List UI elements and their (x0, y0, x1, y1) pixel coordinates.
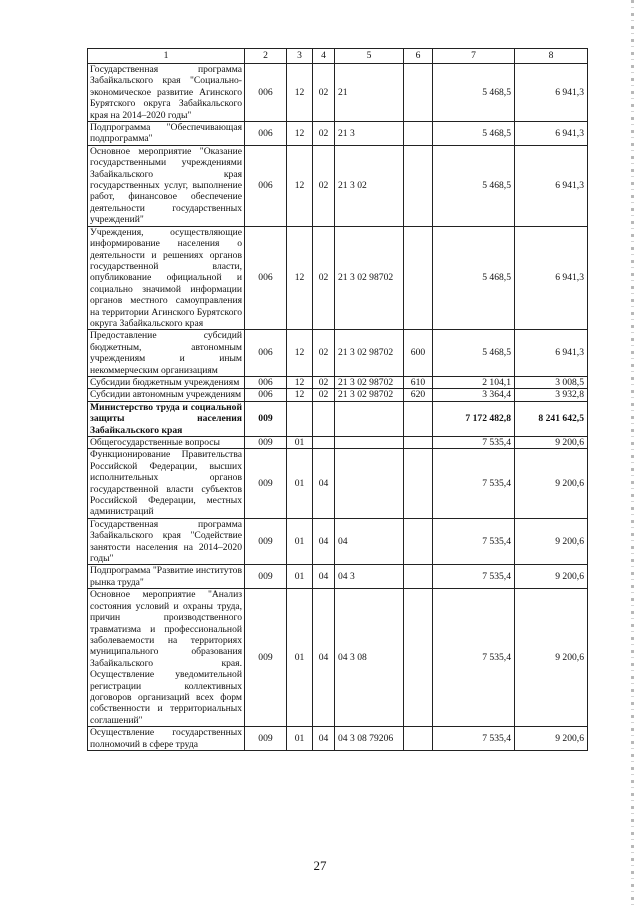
section-code-cell: 01 (287, 565, 313, 589)
amount-year-2-cell: 6 941,3 (515, 122, 588, 146)
row-name-cell: Общегосударственные вопросы (88, 437, 245, 449)
table-row (88, 389, 588, 401)
table-row (88, 122, 588, 146)
target-article-code-cell: 21 3 02 98702 (335, 376, 404, 388)
subsection-code-cell: 02 (313, 376, 335, 388)
row-name-cell: Подпрограмма "Развитие институтов рынка труда" (88, 565, 245, 589)
section-code-cell (287, 401, 313, 436)
section-code-cell: 01 (287, 437, 313, 449)
subsection-code-cell: 02 (313, 64, 335, 122)
section-code-cell: 12 (287, 64, 313, 122)
table-row (88, 518, 588, 565)
amount-year-2-cell: 9 200,6 (515, 437, 588, 449)
subsection-code-cell: 02 (313, 389, 335, 401)
target-article-code-cell: 21 (335, 64, 404, 122)
header-row (88, 49, 588, 64)
row-name-cell: Субсидии автономным учреждениям (88, 389, 245, 401)
section-code-cell: 12 (287, 389, 313, 401)
amount-year-2-cell: 9 200,6 (515, 565, 588, 589)
target-article-code-cell: 21 3 (335, 122, 404, 146)
row-name-cell: Предоставление субсидий бюджетным, автономным учреждениям и иным некоммерческим организациям (88, 330, 245, 377)
section-code-cell: 12 (287, 145, 313, 226)
expense-type-code-cell (404, 401, 433, 436)
subsection-code-cell: 04 (313, 589, 335, 727)
expense-type-code-cell (404, 518, 433, 565)
table-row (88, 449, 588, 518)
target-article-code-cell: 04 3 08 79206 (335, 727, 404, 751)
section-code-cell: 12 (287, 226, 313, 330)
amount-year-2-cell: 9 200,6 (515, 449, 588, 518)
subsection-code-cell: 04 (313, 449, 335, 518)
scan-edge-artifact (631, 0, 634, 905)
ministry-code-cell: 009 (245, 589, 287, 727)
table-row (88, 565, 588, 589)
table-row (88, 437, 588, 449)
budget-table (87, 48, 588, 751)
subsection-code-cell: 02 (313, 145, 335, 226)
amount-year-2-cell: 9 200,6 (515, 727, 588, 751)
row-name-cell: Основное мероприятие "Оказание государственными учреждениями Забайкальского края государственных услуг, выполнение работ, финансовое обеспечение деятельности государственных учреждений" (88, 145, 245, 226)
subsection-code-cell (313, 437, 335, 449)
ministry-code-cell: 006 (245, 226, 287, 330)
amount-year-2-cell: 3 932,8 (515, 389, 588, 401)
section-code-cell: 12 (287, 330, 313, 377)
header-cell: 5 (335, 49, 404, 64)
amount-year-1-cell: 5 468,5 (433, 226, 515, 330)
subsection-code-cell: 02 (313, 330, 335, 377)
table-row (88, 64, 588, 122)
target-article-code-cell: 21 3 02 98702 (335, 226, 404, 330)
table-row (88, 376, 588, 388)
expense-type-code-cell: 600 (404, 330, 433, 377)
ministry-code-cell: 009 (245, 437, 287, 449)
row-name-cell: Осуществление государственных полномочий в сфере труда (88, 727, 245, 751)
section-code-cell: 01 (287, 727, 313, 751)
subsection-code-cell: 04 (313, 565, 335, 589)
amount-year-1-cell: 5 468,5 (433, 122, 515, 146)
row-name-cell: Подпрограмма "Обеспечивающая подпрограмма" (88, 122, 245, 146)
target-article-code-cell (335, 449, 404, 518)
amount-year-1-cell: 5 468,5 (433, 330, 515, 377)
amount-year-1-cell: 7 535,4 (433, 518, 515, 565)
header-cell: 7 (433, 49, 515, 64)
expense-type-code-cell (404, 226, 433, 330)
row-name-cell: Функционирование Правительства Российской Федерации, высших исполнительных органов государственной власти субъектов Российской Федерации, местных администраций (88, 449, 245, 518)
header-cell: 4 (313, 49, 335, 64)
amount-year-2-cell: 6 941,3 (515, 330, 588, 377)
row-name-cell: Учреждения, осуществляющие информирование населения о деятельности и решениях органов государственной власти, опубликование официальной и социально значимой информации органов местного самоуправления на территории Агинского Бурятского округа Забайкальского края (88, 226, 245, 330)
header-cell: 1 (88, 49, 245, 64)
amount-year-2-cell: 8 241 642,5 (515, 401, 588, 436)
amount-year-1-cell: 7 535,4 (433, 437, 515, 449)
section-code-cell: 01 (287, 449, 313, 518)
table-row (88, 401, 588, 436)
target-article-code-cell (335, 437, 404, 449)
amount-year-1-cell: 5 468,5 (433, 64, 515, 122)
table-row (88, 589, 588, 727)
row-name-cell: Субсидии бюджетным учреждениям (88, 376, 245, 388)
subsection-code-cell: 04 (313, 518, 335, 565)
header-cell: 2 (245, 49, 287, 64)
table-row (88, 330, 588, 377)
table-row (88, 226, 588, 330)
row-name-cell: Государственная программа Забайкальского края "Социально-экономическое развитие Агинского Бурятского округа Забайкальского края на 2014–2020 годы" (88, 64, 245, 122)
target-article-code-cell: 21 3 02 98702 (335, 330, 404, 377)
amount-year-1-cell: 7 535,4 (433, 449, 515, 518)
ministry-code-cell: 006 (245, 122, 287, 146)
expense-type-code-cell (404, 122, 433, 146)
section-code-cell: 01 (287, 518, 313, 565)
target-article-code-cell: 21 3 02 98702 (335, 389, 404, 401)
expense-type-code-cell (404, 565, 433, 589)
amount-year-2-cell: 6 941,3 (515, 226, 588, 330)
amount-year-1-cell: 5 468,5 (433, 145, 515, 226)
subsection-code-cell: 02 (313, 122, 335, 146)
amount-year-2-cell: 9 200,6 (515, 589, 588, 727)
page-number: 27 (313, 858, 327, 873)
amount-year-1-cell: 7 535,4 (433, 565, 515, 589)
amount-year-1-cell: 7 535,4 (433, 727, 515, 751)
ministry-code-cell: 006 (245, 145, 287, 226)
ministry-code-cell: 006 (245, 389, 287, 401)
amount-year-1-cell: 7 535,4 (433, 589, 515, 727)
target-article-code-cell: 04 (335, 518, 404, 565)
section-code-cell: 01 (287, 589, 313, 727)
subsection-code-cell: 04 (313, 727, 335, 751)
ministry-code-cell: 009 (245, 401, 287, 436)
row-name-cell: Государственная программа Забайкальского края "Содействие занятости населения на 2014–2020 годы" (88, 518, 245, 565)
header-cell: 8 (515, 49, 588, 64)
amount-year-2-cell: 6 941,3 (515, 145, 588, 226)
table-row (88, 145, 588, 226)
expense-type-code-cell (404, 145, 433, 226)
expense-type-code-cell (404, 449, 433, 518)
expense-type-code-cell (404, 64, 433, 122)
ministry-code-cell: 009 (245, 565, 287, 589)
ministry-code-cell: 006 (245, 64, 287, 122)
expense-type-code-cell (404, 589, 433, 727)
target-article-code-cell (335, 401, 404, 436)
row-name-cell: Основное мероприятие "Анализ состояния условий и охраны труда, причин производственного травматизма и профессиональной заболеваемости на территориях муниципального образования Забайкальского края. Осуществление уведомительной регистрации коллективных договоров организаций всех форм собственности и территориальных соглашений" (88, 589, 245, 727)
target-article-code-cell: 21 3 02 (335, 145, 404, 226)
target-article-code-cell: 04 3 08 (335, 589, 404, 727)
amount-year-1-cell: 7 172 482,8 (433, 401, 515, 436)
section-code-cell: 12 (287, 376, 313, 388)
target-article-code-cell: 04 3 (335, 565, 404, 589)
expense-type-code-cell (404, 437, 433, 449)
amount-year-2-cell: 6 941,3 (515, 64, 588, 122)
expense-type-code-cell (404, 727, 433, 751)
row-name-cell: Министерство труда и социальной защиты населения Забайкальского края (88, 401, 245, 436)
ministry-code-cell: 009 (245, 518, 287, 565)
expense-type-code-cell: 620 (404, 389, 433, 401)
section-code-cell: 12 (287, 122, 313, 146)
ministry-code-cell: 009 (245, 449, 287, 518)
amount-year-2-cell: 9 200,6 (515, 518, 588, 565)
expense-type-code-cell: 610 (404, 376, 433, 388)
subsection-code-cell: 02 (313, 226, 335, 330)
subsection-code-cell (313, 401, 335, 436)
ministry-code-cell: 006 (245, 376, 287, 388)
header-cell: 3 (287, 49, 313, 64)
table-row (88, 727, 588, 751)
amount-year-1-cell: 3 364,4 (433, 389, 515, 401)
ministry-code-cell: 009 (245, 727, 287, 751)
ministry-code-cell: 006 (245, 330, 287, 377)
amount-year-1-cell: 2 104,1 (433, 376, 515, 388)
amount-year-2-cell: 3 008,5 (515, 376, 588, 388)
header-cell: 6 (404, 49, 433, 64)
